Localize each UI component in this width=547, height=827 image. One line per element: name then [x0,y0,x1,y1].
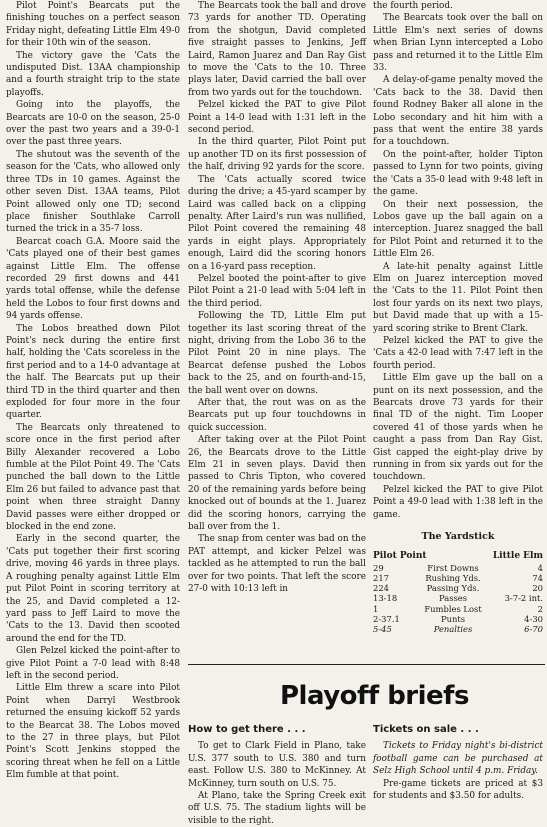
yardstick-rows [373,563,543,635]
yardstick-row [373,573,543,583]
brief-tickets [373,724,543,802]
article-paragraph: The victory gave the 'Cats the undisputed Dist. 13AA championship and a fourth straight trip to the state playoffs. [6,50,180,98]
yardstick-row [373,583,543,593]
article-paragraph: Little Elm gave up the ball on a punt on its next possession, and the Bearcats drove 73 yards for their final TD of the night. Tim Looper covered 41 of those yards when he caught a pass from Dan Ray Gist. Gist capped the eight-play drive by running in from six yards out for the touchdown. [373,373,543,483]
yardstick-little-elm-value: 20 [532,583,543,594]
yardstick-pilot-point-value: 217 [373,572,389,583]
article-paragraph: the fourth period. [373,1,453,11]
article-paragraph: Pilot Point's Bearcats put the finishing touches on a perfect season Friday night, defeating Little Elm 49-0 for their 10th win of the season. [6,1,180,49]
yardstick-little-elm-value: 74 [532,572,543,583]
article-paragraph: The Lobos breathed down Pilot Point's neck during the entire first half, holding the 'Cats scoreless in the first period and to a 14-0 advantage at the half. The Bearcats put up their third TD in the third quarter and then exploded for four more in the four quarter. [6,323,180,421]
yardstick-category: Rushing Yds. [425,572,481,583]
yardstick-little-elm-value: 4 [537,562,543,573]
yardstick-left-team: Pilot Point [373,551,427,562]
article-paragraph: Early in the second quarter, the 'Cats put together their first scoring drive, moving 46 yards in three plays. A roughing penalty against Little Elm put Pilot Point in scoring territory at the 25, and David completed a 12-yard pass to Jeff Laird to move the 'Cats to the 13. David then scooted around the end for the TD. [6,534,180,644]
yardstick-pilot-point-value: 5-45 [373,624,392,635]
yardstick-row [373,614,543,624]
yardstick-little-elm-value: 3-7-2 int. [504,593,543,604]
yardstick-pilot-point-value: 13-18 [373,593,398,604]
yardstick-pilot-point-value: 2-37.1 [373,614,400,625]
yardstick-category: Penalties [433,624,473,635]
article-paragraph: The Bearcats only threatened to score once in the first period after Billy Alexander recovered a Lobo fumble at the Pilot Point 49. The 'Cats punched the ball down to the Little Elm 26 but failed to advance past that point when three straight Danny David passes were either dropped or blocked in the end zone. [6,422,180,533]
brief-paragraph: At Plano, take the Spring Creek exit off U.S. 75. The stadium lights will be visible to the right. [188,791,366,826]
article-column-3 [373,0,543,532]
yardstick-title: The Yardstick [421,531,495,542]
briefs-heading: Playoff briefs [280,681,469,711]
yardstick-category: First Downs [427,562,479,573]
article-paragraph: A delay-of-game penalty moved the 'Cats back to the 38. David then found Rodney Baker all alone in the Lobo secondary and hit him with a pass that went the entire 38 yards for a touchdown. [373,75,543,148]
brief-paragraph: Tickets to Friday night's bi-district football game can be purchased at Selz High School until 4 p.m. Friday. [373,741,543,777]
article-paragraph: Pelzel kicked the PAT to give Pilot Point a 14-0 lead with 1:31 left in the second period. [188,100,366,136]
article-paragraph: A late-hit penalty against Little Elm on Juarez interception moved the 'Cats to the 11. Pilot Point then lost four yards on its next two plays, but David made that up with a 15-yard scoring strike to Brent Clark. [373,261,543,334]
yardstick-row [373,624,543,634]
article-paragraph: The Bearcats took over the ball on Little Elm's next series of downs when Brian Lynn intercepted a Lobo pass and returned it to the Little Elm 33. [373,13,543,74]
article-paragraph: The 'Cats actually scored twice during the drive; a 45-yard scamper by Laird was called back on a clipping penalty. After Laird's run was nullified, Pilot Point covered the remaining 48 yards in eight plays. Appropriately enough, Laird did the scoring honors on a 16-yard pass reception. [188,174,366,272]
brief-paragraph: Pre-game tickets are priced at $3 for students and $3.50 for adults. [373,778,543,802]
section-divider [188,664,545,665]
brief-title: Tickets on sale . . . [373,724,479,735]
article-paragraph: Glen Pelzel kicked the point-after to give Pilot Point a 7-0 lead with 8:48 left in the second period. [6,646,180,681]
yardstick-little-elm-value: 2 [537,603,543,614]
article-column-1 [6,0,180,798]
article-paragraph: On the point-after, holder Tipton passed to Lynn for two points, giving the 'Cats a 35-0 lead with 9:48 left in the game. [373,149,543,198]
article-paragraph: The snap from center was bad on the PAT attempt, and kicker Pelzel was tackled as he attempted to run the ball over for two points. That left the score 27-0 with 10:13 left in [188,534,366,595]
article-paragraph: After taking over at the Pilot Point 26, the Bearcats drove to the Little Elm 21 in seven plays. David then passed to Chris Tipton, who covered 20 of the remaining yards before being knocked out of bounds at the 1. Juarez did the scoring honors, carrying the ball over from the 1. [188,435,366,533]
article-paragraph: Pelzel kicked the PAT to give the 'Cats a 42-0 lead with 7:47 left in the fourth period. [373,335,543,371]
article-paragraph: Pelzel booted the point-after to give Pilot Point a 21-0 lead with 5:04 left in the third period. [188,273,366,309]
article-column-2 [188,0,366,660]
yardstick-pilot-point-value: 1 [373,603,379,614]
article-paragraph: Bearcat coach G.A. Moore said the 'Cats played one of their best games against Little Elm. The offense recorded 29 first downs and 441 yards total offense, while the defense held the Lobos to four first downs and 94 yards offense. [6,236,180,322]
brief-paragraph: To get to Clark Field in Plano, take U.S. 377 south to U.S. 380 and turn east. Follow U.S. 380 to McKinney. At McKinney, turn south on U.S. 75. [188,741,366,789]
yardstick-row [373,604,543,614]
article-paragraph: On their next possession, the Lobos gave up the ball again on a interception. Juarez snagged the ball for Pilot Point and returned it to the Little Elm 26. [373,199,543,260]
article-paragraph: After that, the rout was on as the Bearcats put up four touchdowns in quick succession. [188,398,366,433]
article-paragraph: In the third quarter, Pilot Point put up another TD on its first possession of the half, driving 92 yards for the score. [188,137,366,173]
yardstick-little-elm-value: 4-30 [524,614,543,625]
yardstick-category: Punts [440,614,466,625]
yardstick-pilot-point-value: 29 [373,562,384,573]
yardstick-little-elm-value: 6-70 [524,624,543,635]
yardstick-category: Passing Yds. [426,583,480,594]
article-paragraph: Little Elm threw a scare into Pilot Point when Darryl Westbrook returned the ensuing kickoff 52 yards to the Bearcat 38. The Lobos moved to the 27 in three plays, but Pilot Point's Scott Jenkins stopped the scoring threat when he fell on a Little Elm fumble at that point. [6,683,180,781]
yardstick-pilot-point-value: 224 [373,583,389,594]
yardstick-row [373,563,543,573]
brief-title: How to get there . . . [188,724,306,735]
yardstick-category: Fumbles Lost [424,603,482,614]
yardstick-category: Passes [438,593,468,604]
yardstick-box [373,530,543,635]
yardstick-right-team: Little Elm [492,551,543,562]
brief-directions [188,724,366,826]
article-paragraph: The shutout was the seventh of the season for the 'Cats, who allowed only three TDs in 10 games. Against the other seven Dist. 13AA teams, Pilot Point allowed only one TD; second place finisher Southlake Carroll turned the trick in a 35-7 loss. [6,149,180,235]
article-paragraph: The Bearcats took the ball and drove 73 yards for another TD. Operating from the shotgun, David completed five straight passes to Jenkins, Jeff Laird, Ramon Juarez and Dan Ray Gist to move the 'Cats to the 10. Three plays later, David carried the ball over from two yards out for the touchdown. [188,1,366,98]
yardstick-row [373,593,543,603]
yardstick-header [373,551,543,561]
article-paragraph: Going into the playoffs, the Bearcats are 10-0 on the season, 25-0 over the past two years and a 39-0-1 over the past three years. [6,100,180,148]
article-paragraph: Following the TD, Little Elm put together its last scoring threat of the night, driving from the Lobo 36 to the Pilot Point 20 in nine plays. The Bearcat defense pushed the Lobos back to the 25, and on fourth-and-15, the ball went over on downs. [188,311,366,396]
article-paragraph: Pelzel kicked the PAT to give Pilot Point a 49-0 lead with 1:38 left in the game. [373,484,543,520]
